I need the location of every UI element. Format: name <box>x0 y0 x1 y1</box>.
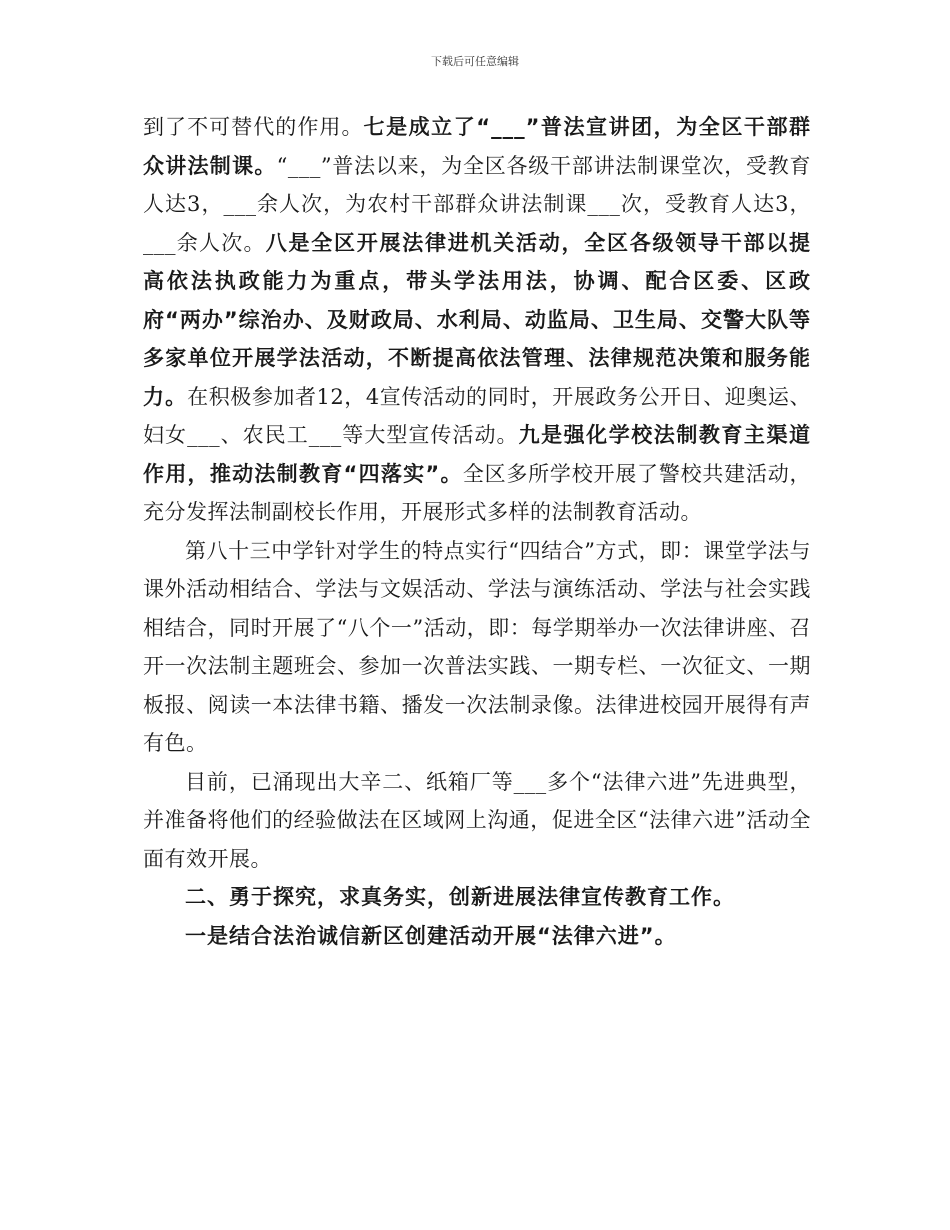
p1-bold-1: 七是成立了“___”普法宣讲团，为全区干部群众讲法制课。 <box>143 115 811 178</box>
section-heading: 二、勇于探究，求真务实，创新进展法律宣传教育工作。 <box>185 885 735 909</box>
p1-text-2: “___”普法以来，为全区各级干部讲法制课堂次，受教育人达3，___余人次，为农村干部群众讲法制课___次，受教育人达3，___余人次。 <box>143 153 811 255</box>
paragraph-1 <box>143 108 811 532</box>
p1-bold-3: 九是强化学校法制教育主渠道作用，推动法制教育“四落实”。 <box>143 423 812 486</box>
document-body <box>143 108 811 955</box>
p1-text-3: 在积极参加者12，4宣传活动的同时，开展政务公开日、迎奥运、妇女___、农民工___等大型宣传活动。 <box>143 384 811 447</box>
paragraph-2: 第八十三中学针对学生的特点实行“四结合”方式，即：课堂学法与课外活动相结合、学法与文娱活动、学法与演练活动、学法与社会实践相结合，同时开展了“八个一”活动，即：每学期举办一次法律讲座、召开一次法制主题班会、参加一次普法实践、一期专栏、一次征文、一期板报、阅读一本法律书籍、播发一次法制录像。法律进校园开展得有声有色。 <box>143 538 811 755</box>
p1-bold-2: 八是全区开展法律进机关活动，全区各级领导干部以提高依法执政能力为重点，带头学法用法，协调、配合区委、区政府“两办”综治办、及财政局、水利局、动监局、卫生局、交警大队等多家单位开展学法活动，不断提高依法管理、法律规范决策和服务能力。 <box>143 230 811 409</box>
p1-text-1: 到了不可替代的作用。 <box>143 115 364 139</box>
paragraph-3: 目前，已涌现出大辛二、纸箱厂等___多个“法律六进”先进典型，并准备将他们的经验做法在区域网上沟通，促进全区“法律六进”活动全面有效开展。 <box>143 769 811 871</box>
p1-text-4: 全区多所学校开展了警校共建活动，充分发挥法制副校长作用，开展形式多样的法制教育活动。 <box>143 461 812 524</box>
page-header: 下载后可任意编辑 <box>431 55 519 68</box>
subsection-heading: 一是结合法治诚信新区创建活动开展“法律六进”。 <box>185 923 677 948</box>
